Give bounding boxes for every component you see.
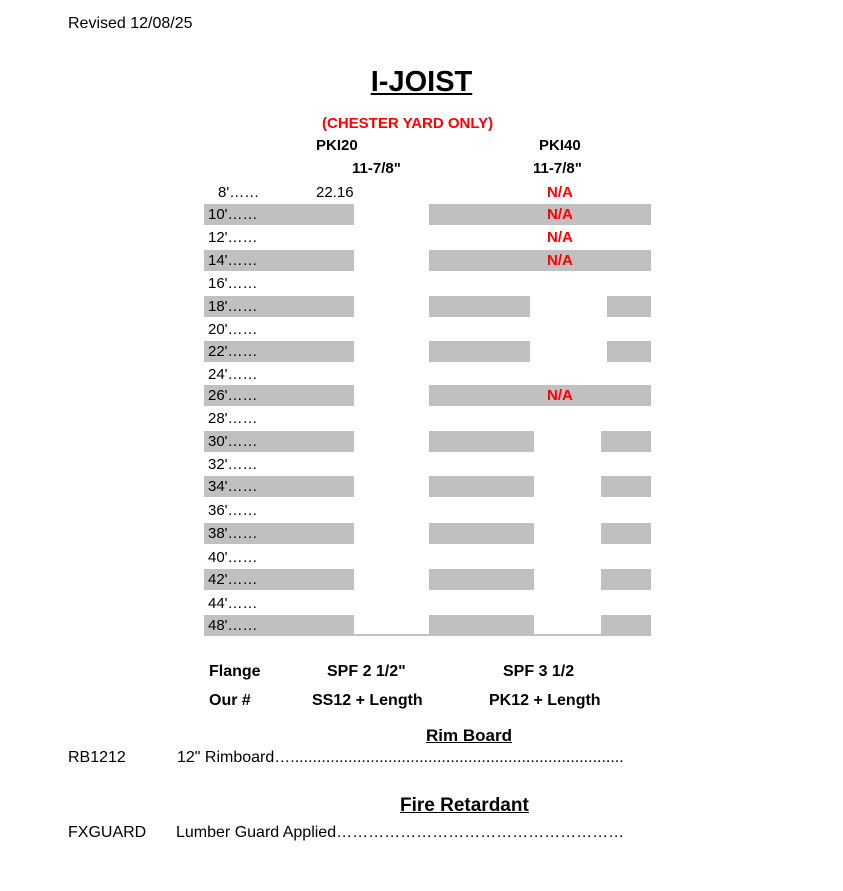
row-shading [429,296,530,317]
table-row [204,454,651,475]
row-shading [429,182,651,203]
row-shading [607,296,651,317]
table-row [204,476,651,497]
row-shading [429,476,534,497]
table-row [204,569,651,590]
row-shading [429,454,534,475]
row-length: 24'…… [208,366,258,383]
column-header-pki40: PKI40 [539,137,581,154]
rim-board-code: RB1212 [68,749,126,766]
table-row [204,431,651,452]
row-shading [429,227,651,248]
row-shading [601,431,651,452]
rim-board-description: 12" Rimboard…........................................................................... [177,749,624,766]
pki40-price: N/A [547,252,573,269]
flange-pki20: SPF 2 1/2" [327,663,406,680]
fire-retardant-description: Lumber Guard Applied……………………………………………… [176,824,625,841]
table-row [204,296,651,317]
row-length: 40'…… [208,549,258,566]
row-shading [607,319,651,340]
row-shading [429,547,534,568]
row-length: 38'…… [208,525,258,542]
row-length: 36'…… [208,502,258,519]
row-shading [601,454,651,475]
table-row [204,227,651,248]
row-shading [601,593,651,614]
table-row [204,547,651,568]
table-row [204,385,651,406]
table-row [204,319,651,340]
row-length: 20'…… [208,321,258,338]
yard-note: (CHESTER YARD ONLY) [322,115,494,132]
table-row [204,615,651,636]
column-size-pki20: 11-7/8" [352,160,401,177]
row-length: 44'…… [208,595,258,612]
row-shading [601,569,651,590]
row-length: 34'…… [208,478,258,495]
table-row [204,364,651,385]
row-shading [429,364,530,385]
row-shading [429,273,651,294]
row-shading [601,547,651,568]
row-length: 22'…… [208,343,258,360]
table-row [204,250,651,271]
row-length: 14'…… [208,252,258,269]
row-shading [429,341,530,362]
pki40-price: N/A [547,387,573,404]
row-length: 10'…… [208,206,258,223]
row-shading [429,319,530,340]
flange-pki40: SPF 3 1/2 [503,663,575,680]
table-row [204,341,651,362]
row-length: 30'…… [208,433,258,450]
revised-date: Revised 12/08/25 [68,15,193,32]
rim-board-heading: Rim Board [426,726,512,745]
row-shading [601,500,651,521]
row-length: 16'…… [208,275,258,292]
row-shading [429,569,534,590]
our-number-pki20: SS12 + Length [312,692,423,709]
table-row [204,593,651,614]
row-shading [601,476,651,497]
our-number-label: Our # [209,692,251,709]
row-shading [601,615,651,636]
table-row [204,182,651,203]
column-size-pki40: 11-7/8" [533,160,582,177]
row-shading [601,408,651,429]
column-header-pki20: PKI20 [316,137,358,154]
table-bottom-rule [534,634,601,636]
row-length: 12'…… [208,229,258,246]
flange-label: Flange [209,663,261,680]
table-row [204,273,651,294]
pki40-price: N/A [547,229,573,246]
table-row [204,523,651,544]
pki40-price: N/A [547,206,573,223]
row-shading [429,408,534,429]
row-length: 18'…… [208,298,258,315]
table-bottom-rule [354,634,429,636]
row-shading [429,615,534,636]
row-shading [429,593,534,614]
table-row [204,204,651,225]
fire-retardant-heading: Fire Retardant [400,795,529,816]
row-shading [601,523,651,544]
table-row [204,500,651,521]
our-number-pki40: PK12 + Length [489,692,601,709]
row-length: 42'…… [208,571,258,588]
row-shading [607,341,651,362]
fire-retardant-code: FXGUARD [68,824,147,841]
page-title: I-JOIST [370,66,473,98]
row-shading [429,500,534,521]
row-shading [429,250,651,271]
pki20-price: 22.16 [316,184,354,201]
row-shading [607,364,651,385]
row-shading [429,204,651,225]
row-shading [429,385,651,406]
pki40-price: N/A [547,184,573,201]
row-length: 48'…… [208,617,258,634]
table-row [204,408,651,429]
row-length: 26'…… [208,387,258,404]
row-length: 28'…… [208,410,258,427]
row-length: 8'…… [218,184,260,201]
row-shading [429,431,534,452]
row-length: 32'…… [208,456,258,473]
row-shading [429,523,534,544]
